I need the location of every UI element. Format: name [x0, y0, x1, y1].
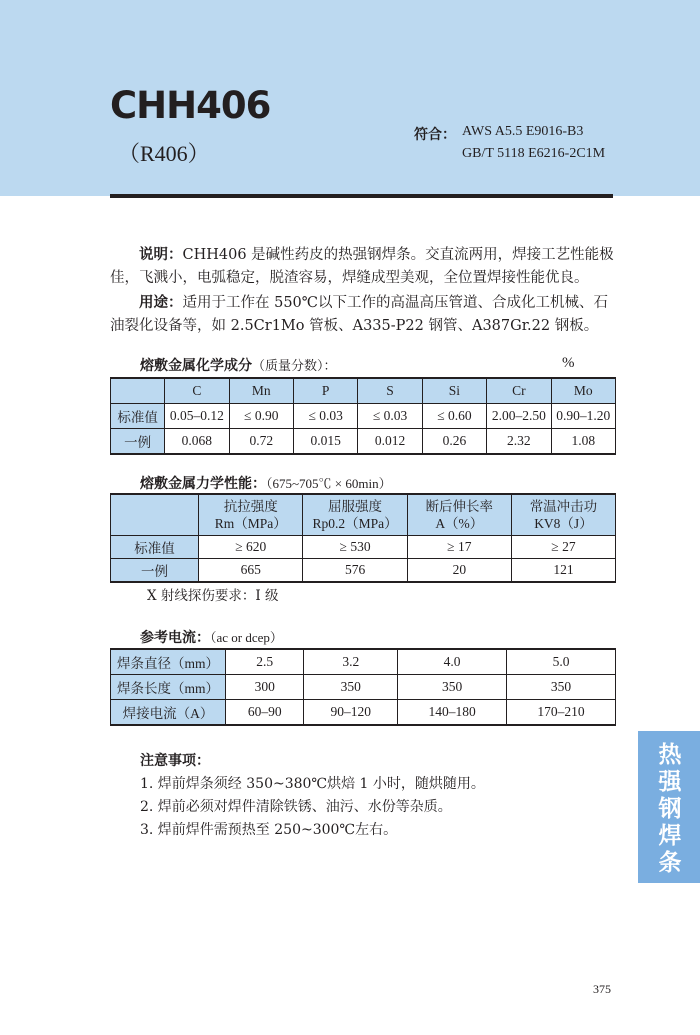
table-cell: 665 — [199, 559, 303, 583]
product-grade: （R406） — [118, 141, 210, 166]
header-line: KV8（J） — [534, 516, 593, 531]
usage-text: 适用于工作在 550℃以下工作的高温高压管道、合成化工机械、石油裂化设备等，如 2.5Cr1Mo 管板、A335-P22 钢管、A387Gr.22 钢板。 — [110, 295, 609, 334]
header-line: Rp0.2（MPa） — [312, 516, 398, 531]
table-cell: 1.08 — [551, 429, 615, 455]
table-header-cell: Cr — [487, 378, 551, 404]
table-cell: 350 — [507, 675, 616, 700]
table-cell: 350 — [398, 675, 507, 700]
table-cell: 3.2 — [304, 649, 398, 675]
description-label: 说明： — [139, 247, 183, 263]
table-cell: 170–210 — [507, 700, 616, 726]
standard-aws: AWS A5.5 E9016-B3 — [462, 124, 584, 139]
side-char: 热 — [658, 742, 682, 768]
description-paragraph — [110, 244, 618, 290]
table-header-row — [111, 378, 616, 404]
current-title — [140, 627, 283, 647]
usage-paragraph — [110, 292, 618, 338]
table-cell: 2.00–2.50 — [487, 404, 551, 429]
side-char: 钢 — [658, 796, 682, 822]
side-char: 焊 — [658, 823, 682, 849]
table-header-row — [111, 494, 616, 536]
side-char: 强 — [658, 769, 682, 795]
table-row — [111, 429, 616, 455]
table-cell: 5.0 — [507, 649, 616, 675]
row-label: 一例 — [111, 429, 165, 455]
product-model: CHH406 — [110, 84, 271, 127]
chemical-title-text: 熔敷金属化学成分 — [140, 358, 252, 374]
table-cell: 140–180 — [398, 700, 507, 726]
side-category-label — [648, 742, 692, 877]
table-row — [111, 536, 616, 559]
row-label: 一例 — [111, 559, 199, 583]
xray-note: X 射线探伤要求：I 级 — [147, 588, 279, 604]
table-cell: 0.012 — [358, 429, 422, 455]
chemical-table — [110, 377, 616, 455]
header-line: 常温冲击功 — [529, 499, 598, 514]
table-header-cell — [303, 494, 407, 536]
page-number: 375 — [593, 982, 611, 996]
table-header-cell — [199, 494, 303, 536]
table-cell: 350 — [304, 675, 398, 700]
table-header-cell: Mn — [229, 378, 293, 404]
table-cell: ≥ 620 — [199, 536, 303, 559]
header-line: A（%） — [435, 516, 484, 531]
table-row — [111, 700, 616, 726]
mechanical-subtitle: （675~705℃ × 60min） — [266, 476, 392, 491]
table-cell: ≤ 0.03 — [358, 404, 422, 429]
table-cell: 0.72 — [229, 429, 293, 455]
table-cell: 90–120 — [304, 700, 398, 726]
table-row — [111, 559, 616, 583]
mechanical-table — [110, 493, 616, 583]
header-line: Rm（MPa） — [214, 516, 287, 531]
table-header-cell — [407, 494, 511, 536]
chemical-title — [140, 355, 337, 375]
row-label: 标准值 — [111, 404, 165, 429]
table-cell: ≤ 0.03 — [293, 404, 357, 429]
header-line: 抗拉强度 — [223, 499, 278, 514]
table-cell: 60–90 — [226, 700, 304, 726]
table-cell: 2.32 — [487, 429, 551, 455]
row-label: 焊条直径（mm） — [111, 649, 226, 675]
side-char: 条 — [658, 850, 682, 876]
table-cell: 300 — [226, 675, 304, 700]
usage-label: 用途： — [139, 295, 183, 311]
table-header-cell: P — [293, 378, 357, 404]
table-cell: 576 — [303, 559, 407, 583]
table-row — [111, 404, 616, 429]
table-cell: ≤ 0.60 — [422, 404, 486, 429]
mechanical-title-text: 熔敷金属力学性能： — [140, 476, 266, 492]
table-cell: 20 — [407, 559, 511, 583]
notes-section — [140, 750, 485, 842]
row-label: 焊条长度（mm） — [111, 675, 226, 700]
table-header-cell: Mo — [551, 378, 615, 404]
table-header-cell — [511, 494, 615, 536]
header-line: 断后伸长率 — [425, 499, 494, 514]
table-cell: 0.05–0.12 — [165, 404, 229, 429]
table-header-cell: C — [165, 378, 229, 404]
header-line: 屈服强度 — [328, 499, 383, 514]
table-cell: ≥ 530 — [303, 536, 407, 559]
table-cell: 4.0 — [398, 649, 507, 675]
description-text: CHH406 是碱性药皮的热强钢焊条。交直流两用，焊接工艺性能极佳，飞溅小，电弧稳定，脱渣容易，焊缝成型美观，全位置焊接性能优良。 — [110, 247, 614, 286]
table-cell: ≥ 17 — [407, 536, 511, 559]
mechanical-title — [140, 473, 392, 493]
header-rule — [110, 194, 613, 198]
table-cell: 121 — [511, 559, 615, 583]
table-cell: 0.068 — [165, 429, 229, 455]
table-corner — [111, 494, 199, 536]
chemical-unit: % — [562, 355, 575, 371]
chemical-subtitle: （质量分数）： — [252, 358, 337, 373]
table-cell: 0.26 — [422, 429, 486, 455]
table-row — [111, 649, 616, 675]
notes-title: 注意事项： — [140, 753, 210, 769]
row-label: 焊接电流（A） — [111, 700, 226, 726]
current-subtitle: （ac or dcep） — [210, 630, 283, 645]
table-cell: 0.90–1.20 — [551, 404, 615, 429]
table-header-cell: S — [358, 378, 422, 404]
table-cell: 0.015 — [293, 429, 357, 455]
table-cell: ≤ 0.90 — [229, 404, 293, 429]
table-header-cell: Si — [422, 378, 486, 404]
note-item: 2. 焊前必须对焊件清除铁锈、油污、水份等杂质。 — [140, 799, 452, 815]
header-band — [0, 0, 700, 196]
table-row — [111, 675, 616, 700]
table-cell: 2.5 — [226, 649, 304, 675]
current-title-text: 参考电流： — [140, 630, 210, 646]
standard-label: 符合： — [414, 127, 456, 143]
note-item: 3. 焊前焊件需预热至 250~300℃左右。 — [140, 822, 398, 838]
note-item: 1. 焊前焊条须经 350~380℃烘焙 1 小时，随烘随用。 — [140, 776, 485, 792]
current-table — [110, 648, 616, 726]
standard-gb: GB/T 5118 E6216-2C1M — [462, 146, 606, 161]
row-label: 标准值 — [111, 536, 199, 559]
table-corner — [111, 378, 165, 404]
table-cell: ≥ 27 — [511, 536, 615, 559]
